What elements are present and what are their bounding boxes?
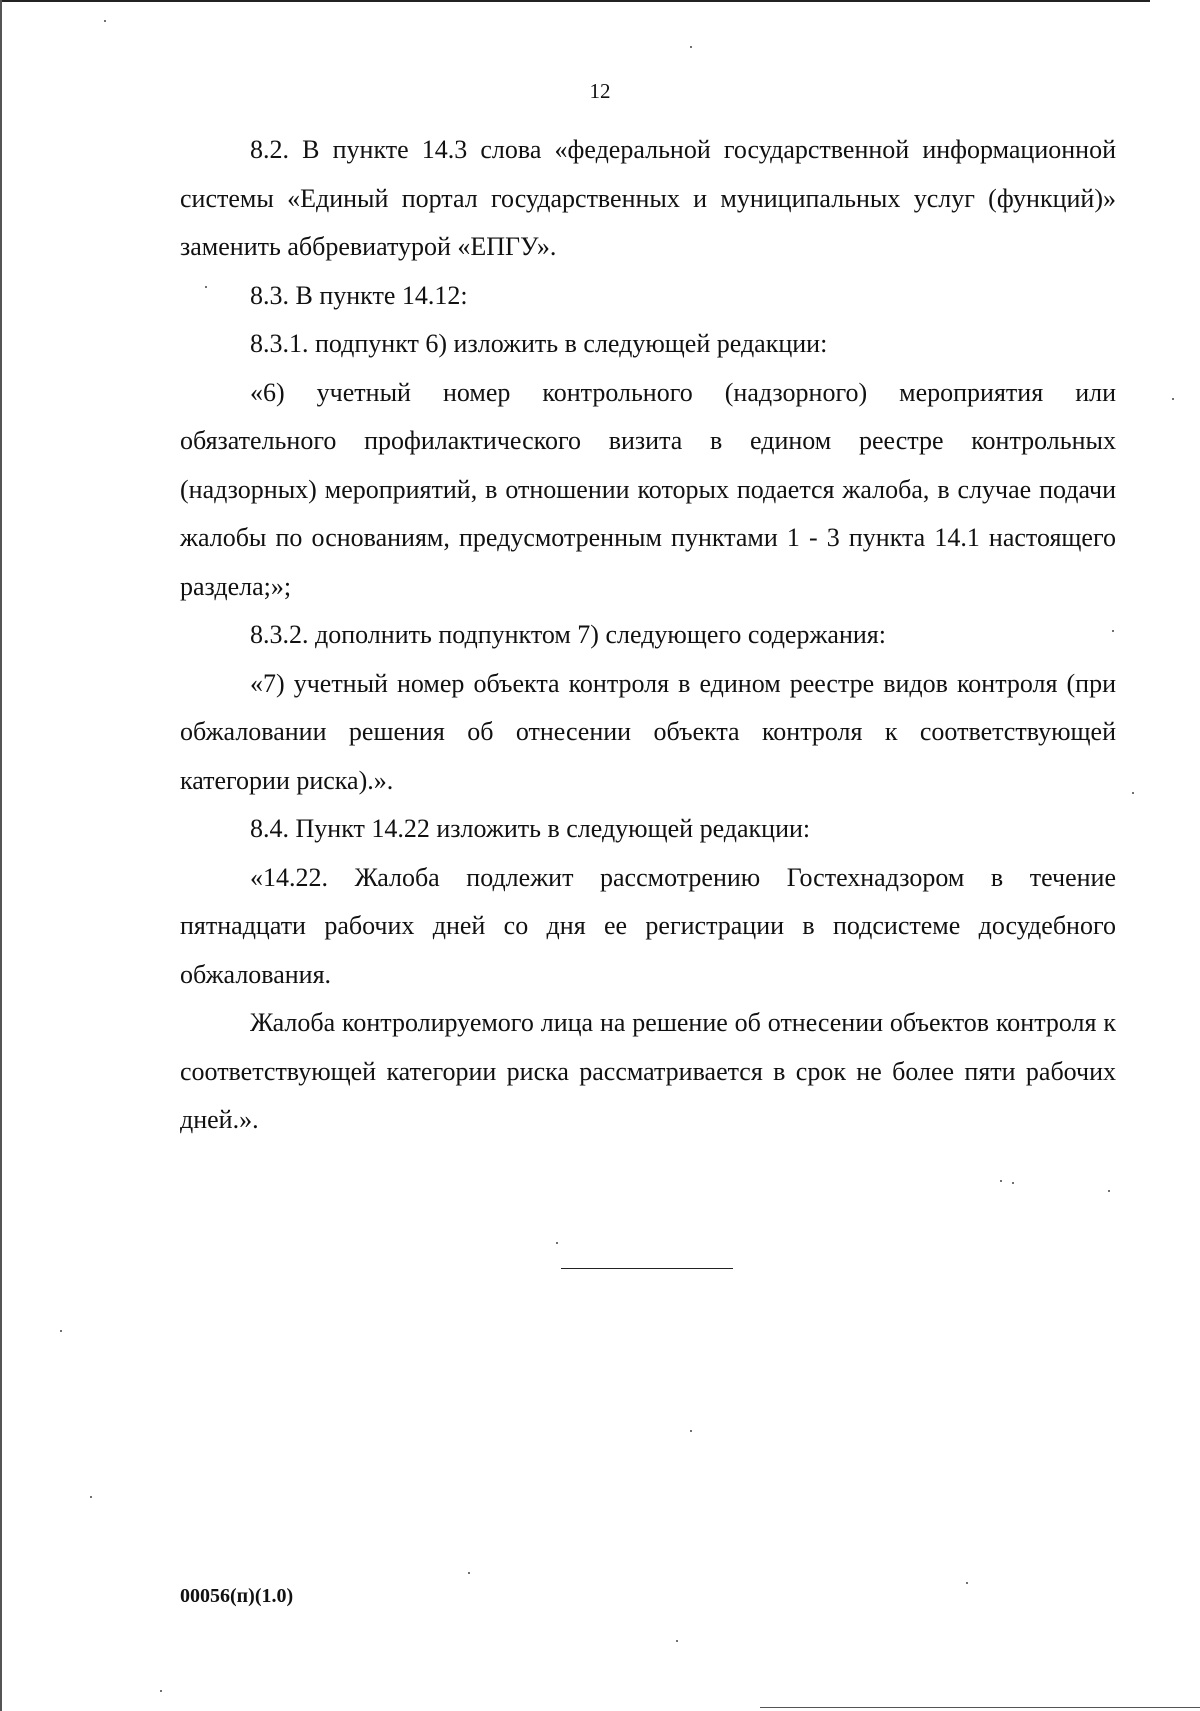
paragraph-quote-6: «6) учетный номер контрольного (надзорного) мероприятия или обязательного профилактического визита в едином реестре контрольных (надзорных) мероприятий, в отношении которых подается жалоба, в случае подачи жалобы по основаниям, предусмотренным пунктами 1 - 3 пункта 14.1 настоящего раздела;»; bbox=[180, 377, 1116, 601]
scan-speck bbox=[205, 286, 207, 288]
scan-speck bbox=[690, 46, 692, 48]
page-number: 12 bbox=[589, 79, 611, 103]
scan-speck bbox=[60, 1330, 62, 1332]
paragraph-8-3: 8.3. В пункте 14.12: bbox=[250, 280, 468, 310]
scan-edge-top bbox=[0, 0, 1150, 2]
scan-speck bbox=[676, 1640, 678, 1642]
paragraph-8-4: 8.4. Пункт 14.22 изложить в следующей редакции: bbox=[250, 814, 811, 843]
paragraph-8-3-1: 8.3.1. подпункт 6) изложить в следующей редакции: bbox=[250, 329, 828, 358]
document-code: 00056(п)(1.0) bbox=[180, 1585, 294, 1607]
document-body bbox=[180, 126, 1116, 1145]
scan-speck bbox=[468, 1572, 470, 1574]
paragraph-8-3-2: 8.3.2. дополнить подпунктом 7) следующего содержания: bbox=[250, 620, 886, 649]
scan-speck bbox=[1172, 398, 1174, 400]
scan-speck bbox=[556, 1242, 558, 1244]
scan-speck bbox=[104, 20, 106, 22]
paragraph-complaint-term: Жалоба контролируемого лица на решение об отнесении объектов контроля к соответствующей категории риска рассматривается в срок не более пяти рабочих дней.». bbox=[180, 1008, 1116, 1134]
scan-edge-left bbox=[0, 0, 2, 1711]
scan-speck bbox=[690, 1430, 692, 1432]
scan-speck bbox=[1112, 630, 1114, 632]
paragraph-8-2: 8.2. В пункте 14.3 слова «федеральной государственной информационной системы «Единый портал государственных и муниципальных услуг (функций)» заменить аббревиатурой «ЕПГУ». bbox=[180, 135, 1116, 261]
paragraph-quote-14-22: «14.22. Жалоба подлежит рассмотрению Гостехнадзором в течение пятнадцати рабочих дней со дня ее регистрации в подсистеме досудебного обжалования. bbox=[180, 862, 1116, 989]
scan-speck bbox=[1012, 1182, 1014, 1184]
scan-speck bbox=[90, 1496, 92, 1498]
scan-speck bbox=[1132, 792, 1134, 794]
scan-speck bbox=[966, 1582, 968, 1584]
scan-speck bbox=[1108, 1190, 1110, 1192]
end-separator-line bbox=[561, 1268, 733, 1269]
paragraph-quote-7: «7) учетный номер объекта контроля в едином реестре видов контроля (при обжаловании решения об отнесении объекта контроля к соответствующей категории риска).». bbox=[180, 668, 1116, 795]
scan-speck bbox=[1000, 1180, 1002, 1182]
scan-edge-bottom bbox=[760, 1707, 1200, 1708]
scan-speck bbox=[160, 1690, 162, 1692]
